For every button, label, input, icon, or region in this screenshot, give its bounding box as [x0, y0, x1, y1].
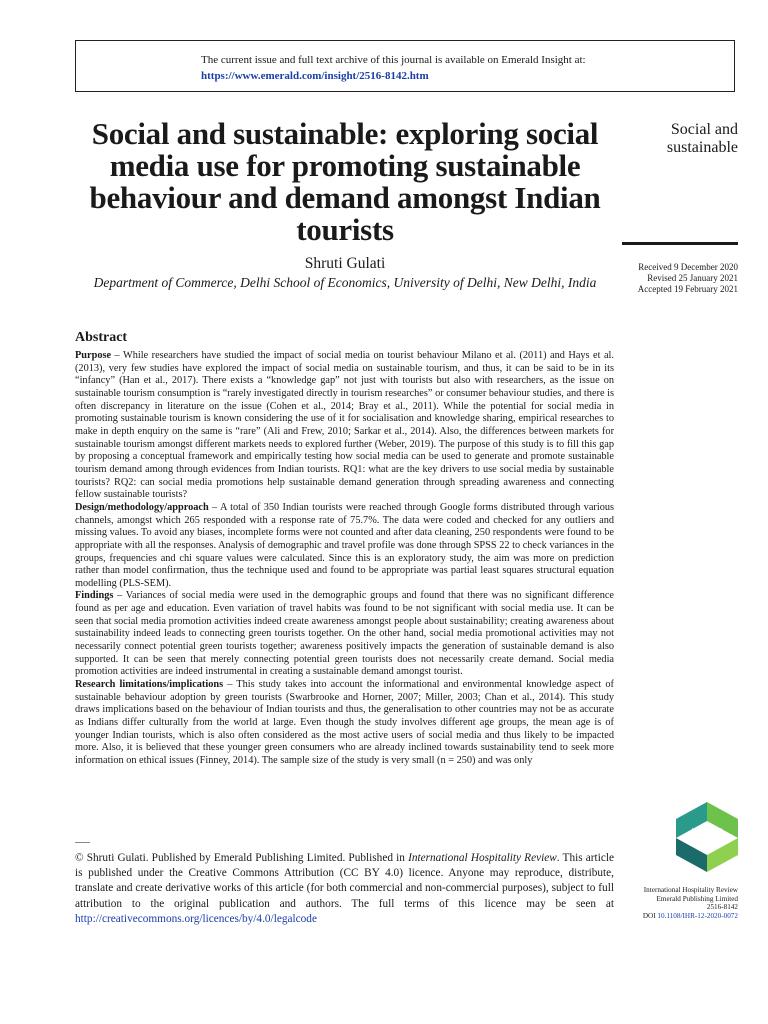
abstract-section — [75, 330, 614, 768]
doi-label: DOI — [642, 911, 658, 920]
limitations-label: Research limitations/implications — [75, 679, 224, 691]
doi-link[interactable]: 10.1108/IHR-12-2020-0072 — [657, 911, 738, 920]
design-label: Design/methodology/approach — [75, 501, 209, 513]
date-revised: Revised 25 January 2021 — [647, 273, 738, 283]
running-head-rule — [622, 242, 738, 245]
doi-line — [600, 912, 738, 921]
journal-access-notice — [75, 40, 735, 92]
journal-url-link[interactable]: https://www.emerald.com/insight/2516-8142.htm — [201, 70, 429, 82]
footnote-separator — [75, 842, 90, 843]
findings-text: – Variances of social media were used in the demographic groups and found that there was no significant difference found as per age and education. Even variation of travel habits was found to be not significant with social media use. It can be seen that social media promotion activities indeed create awareness amongst people about sustainability; creating awareness about sustainability indeed leads to connecting green tourists together. On the other hand, social media promotional activities may not necessarily connect potential green tourists together; awareness positively impacts the generation of sustainable demand is also supported. It can be seen that merely connecting potential green tourists does not necessarily create demand. Social media promotion activities are indeed instrumental in creating a sustainable demand amongst tourist. — [75, 590, 614, 678]
abstract-design — [75, 502, 614, 591]
journal-issn: 2516-8142 — [706, 903, 738, 912]
abstract-heading: Abstract — [75, 330, 128, 345]
findings-label: Findings — [75, 590, 114, 602]
abstract-findings — [75, 590, 614, 679]
purpose-label: Purpose — [75, 350, 112, 361]
publisher-name: Emerald Publishing Limited — [656, 894, 738, 903]
article-dates — [600, 262, 738, 295]
author-name: Shruti Gulati — [304, 255, 386, 272]
license-body: . This article is published under the Creative Commons Attribution (CC BY 4.0) licence. Anyone may reproduce, distribute, translate and create derivative works of this article (for both commercial and non-commercial purposes), subject to full attribution to the original publication and authors. The full terms of this licence may be seen at — [75, 852, 614, 910]
abstract-limitations — [75, 679, 614, 768]
date-accepted: Accepted 19 February 2021 — [637, 284, 738, 294]
author-affiliation: Department of Commerce, Delhi School of Economics, University of Delhi, New Delhi, India — [93, 275, 597, 290]
purpose-text: – While researchers have studied the impact of social media on tourist behaviour Milano et al. (2011) and Hays et al. (2013), very few studies have explored the impact of social media on sustainable tourism, and thus, it can be said to be in its “infancy” (Han et al., 2017). There exists a “knowledge gap” not just with tourists but also with researchers, as the issue on sustainable tourism consumption is “rarely investigated directly in tourism researches” or consumer behaviour studies, and there is often discrepancy in literature on the issue (Cohen et al., 2014; Bray et al., 2011). While the potential for social media in promoting sustainable tourism is known considering the use of it for socialisation and knowledge sharing, empirical researches to make in depth enquiry on the same is “rare” (Ali and Frew, 2010; Sarkar et al., 2014). Also, the differences between markets for sustainable tourism amongst different markets needs to explored further (Weber, 2019). The purpose of this study is to fill this gap by proposing a conceptual framework and empirically testing how social media can be used to generate and promote sustainable tourism demand among through evidences from Indian tourists. RQ1: what are the key drivers to use social media by sustainable tourists? RQ2: can social media promotions help sustainable demand generation through spreading awareness and connecting fellow sustainable tourists? — [75, 350, 614, 501]
access-notice-text: The current issue and full text archive of this journal is available on Emerald Insight at: — [201, 54, 586, 66]
license-prefix: © Shruti Gulati. Published by Emerald Publishing Limited. Published in — [75, 852, 409, 864]
license-notice — [75, 851, 614, 927]
article-title: Social and sustainable: exploring social media use for promoting sustainable behaviour and demand amongst Indian tourists — [89, 116, 601, 247]
journal-info — [600, 886, 738, 920]
abstract-purpose — [75, 350, 614, 502]
limitations-text: – This study takes into account the informational and environmental knowledge aspect of sustainable behaviour adoption by green tourists (Swarbrooke and Horner, 2007; Miller, 2003; Chan et al., 2014). This study draws implications based on the behaviour of Indian tourists and thus, the generalisation to other countries may not be as accurate as Indians differ culturally from the world at large. Even though the study involves different age groups, the mean age is of younger Indian tourists, which is also often considered as the most active users of social media and thus likely to be impacted more. Also, it is believed that these younger green consumers who are already inclined towards sustainability tend to seek more information on ethical issues (Finney, 2014). The sample size of the study is very small (n = 250) and was only — [75, 679, 614, 766]
license-link[interactable]: http://creativecommons.org/licences/by/4.0/legalcode — [75, 912, 317, 925]
license-journal-name: International Hospitality Review — [408, 852, 557, 864]
emerald-logo-icon — [676, 802, 738, 872]
design-text: – A total of 350 Indian tourists were reached through Google forms distributed through various channels, amongst which 265 responded with a response rate of 75.7%. The data were coded and checked for any outliers and missing values. To avoid any biases, incomplete forms were not counted and after data cleaning, 250 respondents were found to be appropriate with all the responses. Analysis of demographic and travel profile was done through SPSS 22 to check variances in the groups, frequencies and chi square values were calculated. Since this is an exploratory study, the aim was more on prediction rather than model confirmation, thus the technique used and found to be appropriate was partial least squares structural equation modelling (PLS-SEM). — [75, 501, 614, 589]
journal-name: International Hospitality Review — [643, 886, 738, 894]
running-head: Social and sustainable — [666, 121, 738, 156]
date-received: Received 9 December 2020 — [638, 262, 738, 272]
